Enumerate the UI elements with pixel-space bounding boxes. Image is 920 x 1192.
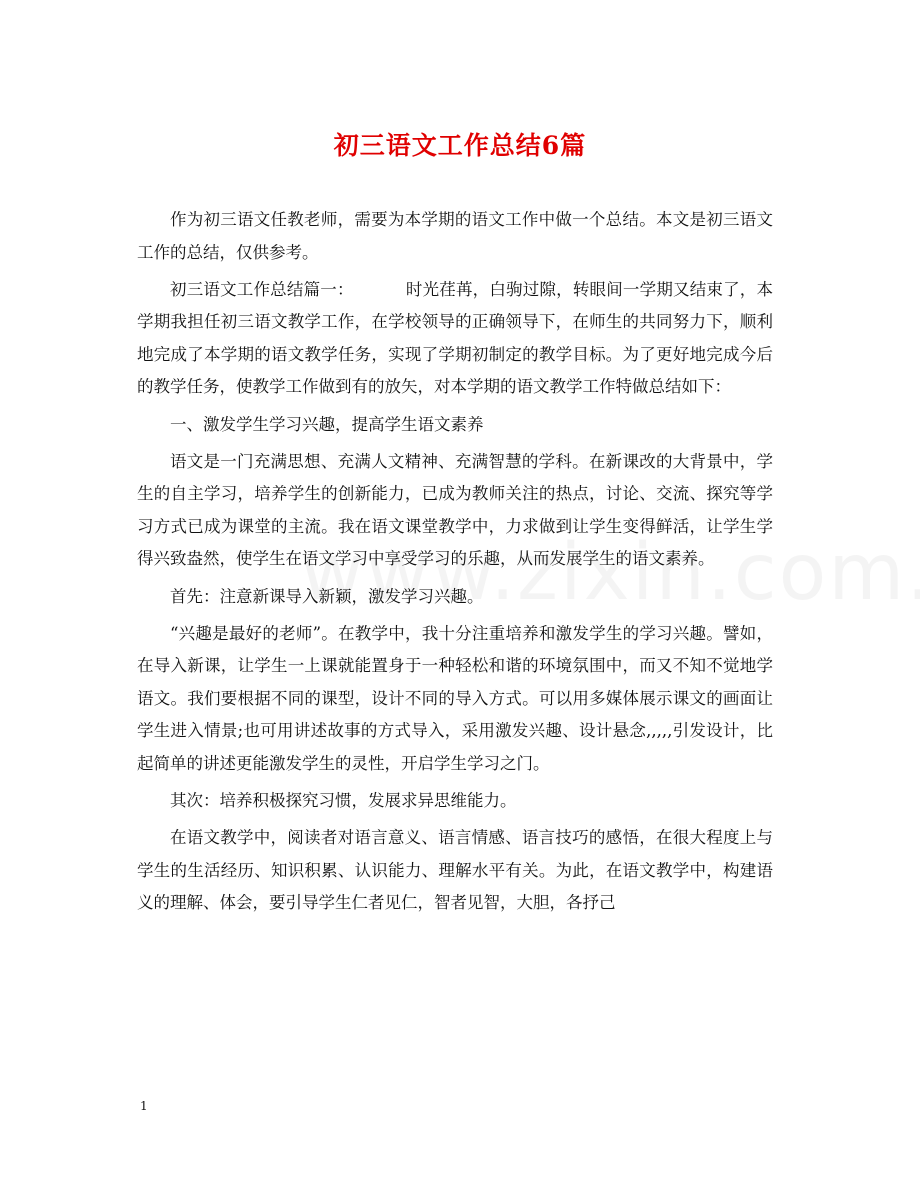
paragraph-interest-teacher: “兴趣是最好的老师”。在教学中，我十分注重培养和激发学生的学习兴趣。譬如，在导入新课，让学生一上课就能置身于一种轻松和谐的环境氛围中，而又不知不觉地学语文。我们要根据不同的课型，设计不同的导入方式。可以用多媒体展示课文的画面让学生进入情景;也可用讲述故事的方式导入，采用激发兴趣、设计悬念,,,,,引发设计，比起简单的讲述更能激发学生的灵性，开启学生学习之门。 (137, 623, 773, 773)
heading-first: 首先：注意新课导入新颖，激发学习兴趣。 (170, 586, 484, 606)
page-number: 1 (140, 1099, 148, 1113)
document-title: 初三语文工作总结6篇 (333, 131, 587, 160)
section-one-text: 时光荏苒，白驹过隙，转眼间一学期又结束了，本学期我担任初三语文教学工作，在学校领导的正确领导下，在师生的共同努力下，顺利地完成了本学期的语文教学任务，实现了学期初制定的教学目标。为了更好地完成今后的教学任务，使教学工作做到有的放矢，对本学期的语文教学工作特做总结如下： (137, 279, 774, 397)
section-one-paragraph (137, 274, 773, 404)
section-one-lead: 初三语文工作总结篇一： (170, 279, 354, 299)
paragraph-subject: 语文是一门充满思想、充满人文精神、充满智慧的学科。在新课改的大背景中，学生的自主学习，培养学生的创新能力，已成为教师关注的热点，讨论、交流、探究等学习方式已成为课堂的主流。我在语文课堂教学中，力求做到让学生变得鲜活，让学生学得兴致盎然，使学生在语文学习中享受学习的乐趣，从而发展学生的语文素养。 (137, 451, 773, 569)
paragraph-reading: 在语文教学中，阅读者对语言意义、语言情感、语言技巧的感悟，在很大程度上与学生的生活经历、知识积累、认识能力、理解水平有关。为此，在语文教学中，构建语义的理解、体会，要引导学生仁者见仁，智者见智，大胆，各抒己 (137, 828, 773, 913)
heading-second: 其次：培养积极探究习惯，发展求异思维能力。 (170, 791, 517, 811)
intro-paragraph: 作为初三语文任教老师，需要为本学期的语文工作中做一个总结。本文是初三语文工作的总结，仅供参考。 (137, 210, 773, 262)
heading-interest: 一、激发学生学习兴趣，提高学生语文素养 (170, 414, 484, 434)
document-body (137, 204, 773, 924)
